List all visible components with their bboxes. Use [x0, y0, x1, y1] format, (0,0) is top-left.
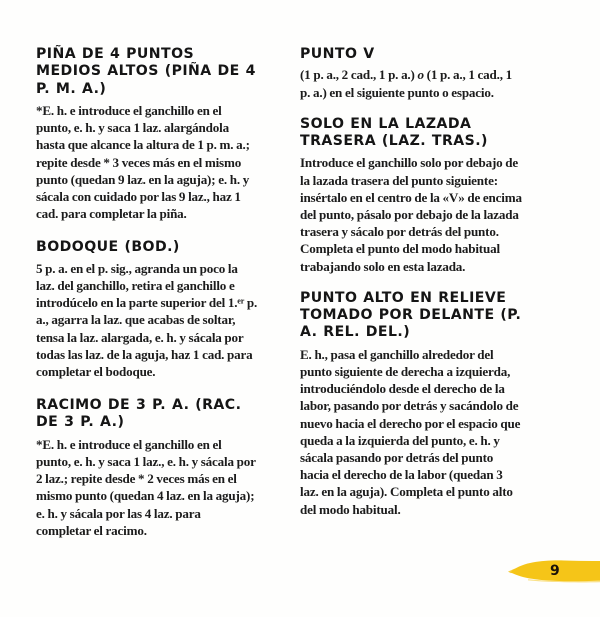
entry-body-bodoque-part2: p. a., agarra la laz. que acabas de soltar, tensa la laz. alargada, e. h. y sácala por todas las laz. de la aguja, haz 1 cad. para completar el bodoque. [36, 295, 258, 379]
glossary-entry-punto-alto-relieve [300, 290, 522, 518]
entry-body-pina: *E. h. e introduce el ganchillo en el punto, e. h. y saca 1 laz. alargándola hasta que alcance la altura de 1 p. m. a.; repite desde * 3 veces más en el mismo punto (quedan 9 laz. en la aguja); e. h. y sácala con cuidado por las 9 laz., haz 1 cad. para completar la piña. [36, 102, 250, 222]
entry-body-racimo: *E. h. e introduce el ganchillo en el punto, e. h. y saca 1 laz., e. h. y sácala por 2 laz.; repite desde * 2 veces más en el mismo punto (quedan 4 laz. en la aguja); e. h. y sácala por las 4 laz. para completar el racimo. [36, 436, 256, 538]
entry-title-lazada-trasera: SOLO EN LA LAZADA TRASERA (LAZ. TRAS.) [300, 115, 488, 150]
page-number-banner [508, 559, 600, 583]
two-column-layout [0, 46, 600, 539]
glossary-entry-pina [36, 46, 258, 222]
entry-body-punto-v-conjunction: o [417, 67, 424, 83]
glossary-entry-punto-v [300, 46, 522, 101]
entry-title-punto-alto-relieve: PUNTO ALTO EN RELIEVE TOMADO POR DELANTE (P. A. REL. DEL.) [300, 289, 522, 341]
entry-body-punto-v-before: (1 p. a., 2 cad., 1 p. a.) [300, 67, 418, 83]
entry-body-lazada-trasera: Introduce el ganchillo solo por debajo de la lazada trasera del punto siguiente: insértalo en el centro de la «V» de encima del punto, pásalo por debajo de la lazada trasera y sácalo por detrás del punto. Completa el punto del modo habitual trabajando solo en esta lazada. [300, 155, 522, 274]
ordinal-suffix: er [237, 296, 245, 306]
left-column [0, 46, 268, 539]
entry-body-punto-alto-relieve: E. h., pasa el ganchillo alrededor del punto siguiente de derecha a izquierda, introduciéndolo desde el derecho de la labor, pasando por detrás y sacándolo de nuevo hacia el derecho por el espacio que queda a la izquierda del punto, e. h. y sácala pasando por detrás del punto hacia el derecho de la labor (quedan 3 laz. en la aguja). Completa el punto alto del modo habitual. [300, 346, 521, 517]
entry-title-racimo: RACIMO DE 3 P. A. (RAC. DE 3 P. A.) [36, 397, 242, 431]
entry-title-bodoque: BODOQUE (BOD.) [36, 239, 180, 256]
entry-body-punto-v-after: (1 p. a., 1 cad., 1 p. a.) en el siguiente punto o espacio. [300, 67, 512, 100]
entry-body-bodoque-part1: 5 p. a. en el p. sig., agranda un poco la laz. del ganchillo, retira el ganchillo e introdúcelo en la parte superior del 1. [36, 260, 238, 311]
right-column [268, 46, 536, 539]
entry-body-bodoque [36, 260, 258, 380]
entry-body-punto-v [300, 66, 522, 100]
glossary-entry-lazada-trasera [300, 116, 522, 275]
entry-title-punto-v: PUNTO V [300, 46, 375, 62]
page-number-text: 9 [549, 563, 561, 579]
glossary-entry-bodoque [36, 239, 258, 380]
glossary-entry-racimo [36, 397, 258, 539]
entry-title-pina: PIÑA DE 4 PUNTOS MEDIOS ALTOS (PIÑA DE 4 P. M. A.) [36, 46, 256, 97]
